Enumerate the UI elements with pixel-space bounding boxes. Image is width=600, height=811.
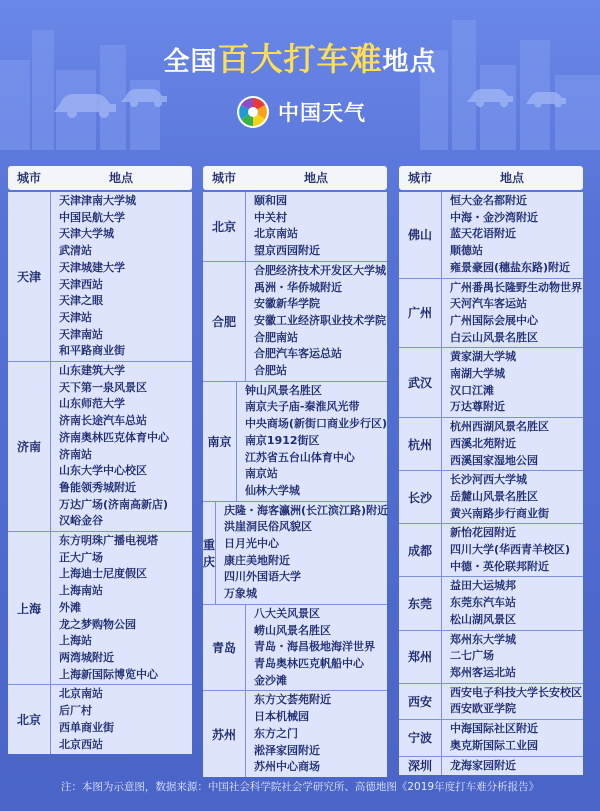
place-item: 天津城建大学 — [59, 260, 125, 274]
city-name: 天津 — [8, 192, 51, 361]
place-item: 广州番禺长隆野生动物世界 — [450, 280, 582, 294]
place-item: 雍景豪园(穗盐东路)附近 — [450, 260, 571, 274]
place-item: 北京南站 — [254, 227, 298, 241]
place-item: 八大关风景区 — [254, 606, 320, 620]
place-list — [246, 262, 387, 381]
city-group — [399, 720, 583, 756]
city-group — [399, 279, 583, 349]
city-group — [399, 684, 583, 720]
place-item: 南湖大学城 — [450, 367, 505, 381]
column-header-city: 城市 — [16, 171, 41, 185]
city-group — [399, 524, 583, 577]
place-item: 济南长途汽车总站 — [59, 414, 147, 428]
place-item: 松山湖风景区 — [450, 612, 516, 626]
city-name: 南京 — [203, 382, 237, 501]
place-item: 仙林大学城 — [244, 483, 300, 497]
place-item: 后厂村 — [59, 704, 92, 718]
place-item: 天津津南大学城 — [59, 194, 136, 207]
place-item: 天津大学城 — [59, 227, 114, 241]
place-item: 西安欧亚学院 — [450, 702, 516, 716]
place-item: 恒大金名都附近 — [450, 194, 527, 207]
place-item: 庆隆・海客瀛洲(长江滨江路)附近 — [224, 503, 389, 517]
city-name: 西安 — [399, 684, 442, 719]
place-item: 天津站 — [59, 310, 92, 324]
place-item: 北京西站 — [59, 737, 103, 751]
city-group — [203, 691, 387, 777]
place-item: 上海南站 — [59, 584, 103, 598]
place-item: 天津西站 — [59, 277, 103, 291]
city-group — [8, 685, 192, 754]
place-item: 龙海家园附近 — [450, 758, 516, 772]
place-item: 广州国际会展中心 — [450, 313, 538, 327]
place-item: 江苏省五台山体育中心 — [244, 450, 355, 464]
place-item: 龙之梦购物公园 — [59, 617, 136, 631]
city-group — [399, 348, 583, 418]
city-group — [203, 502, 387, 605]
location-table-2 — [203, 166, 387, 777]
place-item: 合肥南站 — [254, 330, 298, 344]
city-name: 佛山 — [399, 192, 442, 278]
place-item: 颐和园 — [254, 194, 287, 207]
place-item: 日月光中心 — [224, 537, 280, 551]
table-header — [399, 166, 583, 190]
city-name: 重庆 — [203, 502, 216, 604]
city-group — [399, 577, 583, 630]
place-item: 天津之眼 — [59, 294, 103, 308]
place-list — [216, 502, 388, 604]
city-name: 宁波 — [399, 720, 442, 755]
title-highlight: 百大打车难 — [217, 40, 383, 78]
place-item: 安徽新华学院 — [254, 297, 320, 311]
place-item: 蓝天花语附近 — [450, 227, 516, 241]
place-item: 东方文荟苑附近 — [254, 693, 331, 707]
place-list — [51, 362, 192, 531]
place-item: 奥克斯国际工业园 — [450, 738, 538, 752]
place-item: 禹洲・华侨城附近 — [254, 280, 342, 294]
place-item: 济南奥林匹克体育中心 — [59, 430, 169, 444]
place-item: 南京站 — [244, 467, 278, 481]
city-group — [203, 192, 387, 262]
place-item: 两湾城附近 — [59, 650, 114, 664]
brand-name: 中国天气 — [278, 101, 366, 125]
place-item: 西溪北苑附近 — [450, 436, 516, 450]
place-item: 合肥经济技术开发区大学城 — [254, 263, 386, 277]
place-item: 郑州东大学城 — [450, 632, 516, 646]
location-table-1 — [8, 166, 192, 754]
place-item: 日本机械园 — [254, 710, 309, 724]
city-group — [203, 262, 387, 382]
city-name: 苏州 — [203, 691, 246, 777]
place-item: 中关村 — [254, 210, 287, 224]
place-item: 苏州中心商场 — [254, 760, 320, 774]
city-group — [399, 757, 583, 776]
place-item: 天津南站 — [59, 327, 103, 341]
place-item: 上海新国际博览中心 — [59, 667, 158, 681]
place-item: 洪崖洞民俗风貌区 — [224, 520, 313, 534]
place-item: 东莞东汽车站 — [450, 596, 516, 610]
place-item: 康庄美地附近 — [224, 553, 291, 567]
place-item: 四川大学(华西青羊校区) — [450, 543, 571, 557]
place-item: 中国民航大学 — [59, 210, 125, 224]
city-name: 杭州 — [399, 418, 442, 470]
place-item: 西安电子科技大学长安校区 — [450, 685, 582, 699]
place-list — [246, 192, 387, 261]
place-item: 青岛奥林匹克帆船中心 — [254, 656, 364, 670]
place-item: 山东建筑大学 — [59, 364, 125, 378]
place-item: 郑州客运北站 — [450, 665, 516, 679]
column-header-city: 城市 — [407, 171, 432, 185]
place-item: 南京夫子庙-秦淮风光带 — [244, 400, 360, 414]
place-item: 万象城 — [224, 587, 258, 601]
city-group — [8, 362, 192, 532]
place-item: 望京西园附近 — [254, 244, 320, 258]
table-header — [8, 166, 192, 190]
column-header-place: 地点 — [108, 171, 133, 185]
place-item: 外滩 — [59, 600, 81, 614]
city-name: 济南 — [8, 362, 51, 531]
place-list — [51, 192, 192, 361]
city-name: 青岛 — [203, 605, 246, 691]
place-list — [442, 684, 583, 719]
table-header — [203, 166, 387, 190]
city-name: 成都 — [399, 524, 442, 576]
city-group — [399, 471, 583, 524]
place-list — [237, 382, 387, 501]
place-item: 合肥汽车客运总站 — [254, 347, 342, 361]
place-item: 西单商业街 — [59, 720, 114, 734]
place-item: 武清站 — [59, 244, 92, 258]
place-item: 万达尊附近 — [450, 400, 505, 414]
place-list — [442, 720, 583, 755]
city-name: 合肥 — [203, 262, 246, 381]
place-item: 新怡花园附近 — [450, 526, 516, 540]
place-list — [442, 418, 583, 470]
place-item: 二七广场 — [450, 649, 494, 663]
column-header-place: 地点 — [499, 171, 524, 185]
place-list — [246, 691, 387, 777]
place-list — [442, 471, 583, 523]
place-item: 金沙滩 — [254, 673, 287, 687]
place-item: 青岛・海昌极地海洋世界 — [254, 640, 375, 654]
place-item: 四川外国语大学 — [224, 570, 302, 584]
place-item: 东方明珠广播电视塔 — [59, 534, 158, 548]
brand — [236, 94, 366, 130]
place-item: 和平路商业街 — [59, 344, 125, 358]
place-item: 鲁能领秀城附近 — [59, 480, 136, 494]
place-item: 合肥站 — [254, 364, 287, 378]
place-item: 中海国际社区附近 — [450, 722, 538, 736]
city-name: 北京 — [8, 685, 51, 754]
place-item: 杭州西湖风景名胜区 — [450, 420, 549, 434]
place-item: 汉口江滩 — [450, 383, 494, 397]
place-list — [442, 348, 583, 417]
place-item: 崂山风景名胜区 — [254, 623, 331, 637]
place-item: 万达广场(济南高新店) — [59, 497, 169, 511]
place-item: 岳麓山风景名胜区 — [450, 489, 538, 503]
place-item: 南京1912街区 — [244, 433, 320, 447]
page-title: 全国百大打车难地点 — [163, 40, 437, 78]
place-list — [442, 631, 583, 683]
city-name: 长沙 — [399, 471, 442, 523]
place-list — [442, 524, 583, 576]
location-table-3 — [399, 166, 583, 775]
city-name: 武汉 — [399, 348, 442, 417]
place-item: 顺德站 — [450, 244, 483, 258]
city-group — [8, 192, 192, 362]
footnote: 注：本图为示意图，数据来源：中国社会科学院社会学研究所、高德地图《2019年度打车难分析报告》 — [60, 781, 540, 793]
city-group — [399, 631, 583, 684]
place-item: 山东大学中心校区 — [59, 464, 147, 478]
place-item: 济南站 — [59, 447, 92, 461]
city-name: 北京 — [203, 192, 246, 261]
place-list — [442, 757, 583, 776]
place-item: 淞泽家园附近 — [254, 743, 320, 757]
place-item: 上海站 — [59, 634, 92, 648]
place-list — [246, 605, 387, 691]
place-list — [51, 685, 192, 754]
place-item: 中德・英伦联邦附近 — [450, 559, 549, 573]
place-item: 黄兴南路步行商业街 — [450, 506, 549, 520]
place-item: 东方之门 — [254, 726, 298, 740]
place-item: 益田大运城邦 — [450, 579, 516, 593]
place-list — [442, 192, 583, 278]
city-name: 广州 — [399, 279, 442, 348]
city-name: 郑州 — [399, 631, 442, 683]
column-header-city: 城市 — [211, 171, 236, 185]
place-item: 钟山风景名胜区 — [244, 383, 322, 397]
city-group — [399, 418, 583, 471]
city-name: 上海 — [8, 532, 51, 684]
place-item: 长沙河西大学城 — [450, 473, 527, 487]
place-item: 上海迪士尼度假区 — [59, 567, 147, 581]
place-list — [51, 532, 192, 684]
place-item: 中央商场(新街口商业步行区) — [244, 417, 387, 431]
place-item: 山东师范大学 — [59, 397, 125, 411]
place-item: 北京南站 — [59, 687, 103, 701]
city-group — [399, 192, 583, 279]
place-item: 黄家湖大学城 — [450, 350, 516, 364]
place-item: 中海・金沙湾附近 — [450, 210, 538, 224]
place-item: 天下第一泉风景区 — [59, 380, 147, 394]
place-item: 天河汽车客运站 — [450, 297, 527, 311]
city-group — [203, 382, 387, 502]
city-group — [8, 532, 192, 685]
place-item: 西溪国家湿地公园 — [450, 453, 538, 467]
city-group — [203, 605, 387, 692]
place-list — [442, 279, 583, 348]
place-list — [442, 577, 583, 629]
place-item: 汉峪金谷 — [59, 514, 103, 528]
pinwheel-logo-icon — [236, 95, 270, 129]
city-name: 东莞 — [399, 577, 442, 629]
place-item: 安徽工业经济职业技术学院 — [254, 313, 386, 327]
place-item: 白云山风景名胜区 — [450, 330, 538, 344]
city-name: 深圳 — [399, 757, 442, 776]
column-header-place: 地点 — [303, 171, 328, 185]
place-item: 正大广场 — [59, 550, 103, 564]
